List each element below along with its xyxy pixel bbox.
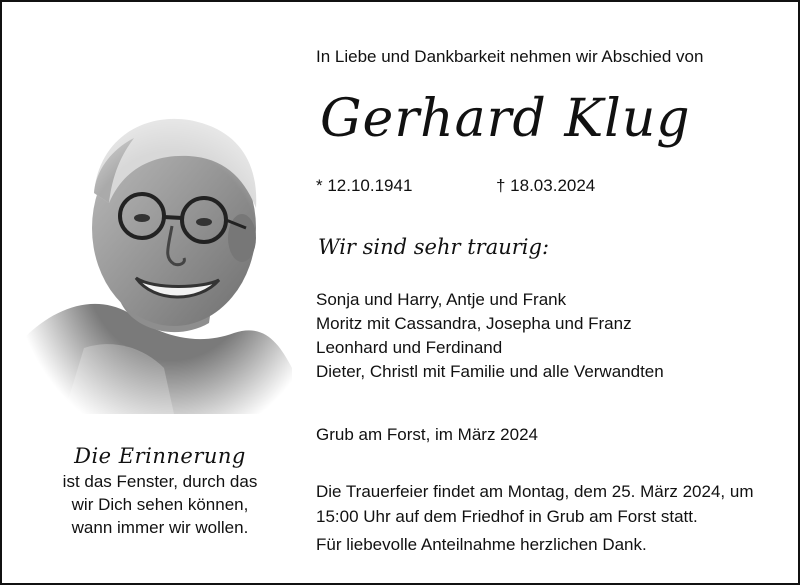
funeral-line: 15:00 Uhr auf dem Friedhof in Grub am Forst statt. [316,507,698,526]
mourners-line: Dieter, Christl mit Familie und alle Verwandten [316,362,664,381]
mourners-heading: Wir sind sehr traurig: [318,235,550,259]
mourners-line: Leonhard und Ferdinand [316,338,503,357]
quote-line: ist das Fenster, durch das [62,472,258,491]
funeral-line: Die Trauerfeier findet am Montag, dem 25. März 2024, um [316,482,754,501]
mourners-list [316,288,664,384]
quote-heading: Die Erinnerung [74,444,246,468]
intro-line: In Liebe und Dankbarkeit nehmen wir Abschied von [316,47,704,66]
deceased-name: Gerhard Klug [320,89,691,149]
quote-line: wir Dich sehen können, [71,495,249,514]
place-date: Grub am Forst, im März 2024 [316,425,539,444]
funeral-info [316,479,753,529]
quote-line: wann immer wir wollen. [71,518,249,537]
death-date: † 18.03.2024 [496,176,596,195]
portrait-photo [24,98,292,414]
mourners-line: Moritz mit Cassandra, Josepha und Franz [316,314,632,333]
mourners-line: Sonja und Harry, Antje und Frank [316,290,567,309]
birth-date: * 12.10.1941 [316,176,413,195]
thanks-line: Für liebevolle Anteilnahme herzlichen Dank. [316,535,647,554]
memorial-quote [32,442,288,539]
